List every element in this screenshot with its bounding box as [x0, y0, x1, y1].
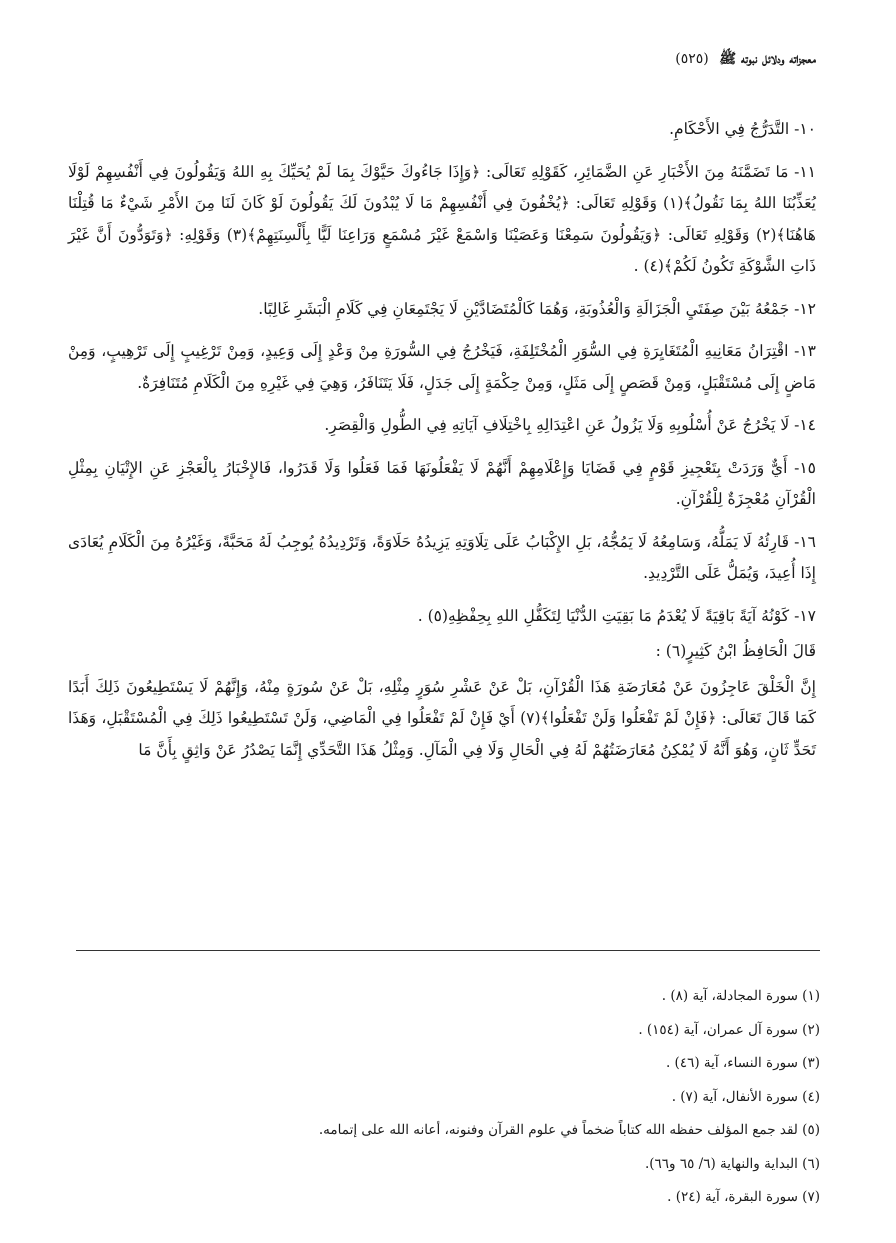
main-text [68, 114, 816, 777]
running-header [80, 50, 816, 74]
paragraph-13: ١٣- اقْتِرَانُ مَعَانِيهِ الْمُتَغَايِرَةِ فِي السُّوَرِ الْمُخْتَلِفَةِ، فَيَخْرُجُ فِي السُّورَةِ مِنْ وَعْدٍ إِلَى وَعِيدٍ، وَمِنْ تَرْغِيبٍ إِلَى تَرْهِيبٍ، وَمِنْ مَاضٍ إِلَى مُسْتَقْبَلٍ، وَمِنْ قَصَصٍ إِلَى مَثَلٍ، وَمِنْ حِكْمَةٍ إِلَى جَدَلٍ، فَلَا يَتَنَافَرُ، وَهِيَ فِي غَيْرِهِ مِنَ الْكَلَامِ مُتَنَافِرَةٌ. [68, 342, 816, 392]
footnote-6: (٦) البداية والنهاية (٦/ ٦٥ و٦٦). [644, 1155, 820, 1172]
quote-paragraph: إِنَّ الْخَلْقَ عَاجِزُونَ عَنْ مُعَارَضَةِ هَذَا الْقُرْآنِ، بَلْ عَنْ عَشْرِ سُوَرٍ مِثْلِهِ، بَلْ عَنْ سُورَةٍ مِنْهُ، وَإِنَّهُمْ لَا يَسْتَطِيعُونَ ذَلِكَ أَبَدًا كَمَا قَالَ تَعَالَى: ﴿فَإِنْ لَمْ تَفْعَلُوا وَلَنْ تَفْعَلُوا﴾(٧) أَيْ فَإِنْ لَمْ تَفْعَلُوا فِي الْمَاضِي، وَلَنْ تَسْتَطِيعُوا ذَلِكَ فِي الْمُسْتَقْبَلِ، وَهَذَا تَحَدٍّ ثَانٍ، وَهُوَ أَنَّهُ لَا يُمْكِنُ مُعَارَضَتُهُمْ لَهُ فِي الْحَالِ وَلَا فِي الْمَآلِ. وَمِثْلُ هَذَا التَّحَدِّي إِنَّمَا يَصْدُرُ عَنْ وَاثِقٍ بِأَنَّ مَا [68, 677, 817, 759]
quote-attribution: قَالَ الْحَافِظُ ابْنُ كَثِيرٍ(٦) : [655, 642, 816, 660]
paragraph-10: ١٠- التَّدَرُّجُ فِي الأَحْكَامِ. [669, 120, 816, 138]
footnote-3: (٣) سورة النساء، آية (٤٦) . [665, 1055, 820, 1071]
paragraph-14: ١٤- لَا يَخْرُجُ عَنْ أُسْلُوبِهِ وَلَا يَزُولُ عَنِ اعْتِدَالِهِ بِاخْتِلَافِ آيَاتِهِ فِي الطُّولِ وَالْقِصَرِ. [324, 416, 816, 434]
footnote-7: (٧) سورة البقرة، آية (٢٤) . [667, 1189, 820, 1205]
footnote-separator [76, 950, 820, 951]
paragraph-12: ١٢- جَمْعُهُ بَيْنَ صِفَتَيِ الْجَزَالَةِ وَالْعُذُوبَةِ، وَهُمَا كَالْمُتَضَادَّيْنِ لَا يَجْتَمِعَانِ فِي كَلَامِ الْبَشَرِ غَالِبًا. [258, 299, 816, 318]
paragraph-11: ١١- مَا تَضَمَّنَهُ مِنَ الأَخْبَارِ عَنِ الضَّمَائِرِ، كَقَوْلِهِ تَعَالَى: ﴿وَإِذَا جَاءُوكَ حَيَّوْكَ بِمَا لَمْ يُحَيِّكَ بِهِ اللهُ وَيَقُولُونَ فِي أَنْفُسِهِمْ لَوْلَا يُعَذِّبُنَا اللهُ بِمَا نَقُولُ﴾(١) وَقَوْلِهِ تَعَالَى: ﴿يُخْفُونَ فِي أَنْفُسِهِمْ مَا لَا يُبْدُونَ لَكَ يَقُولُونَ لَوْ كَانَ لَنَا مِنَ الأَمْرِ شَيْءٌ مَا قُتِلْنَا هَاهُنَا﴾(٢) وَقَوْلِهِ تَعَالَى: ﴿وَيَقُولُونَ سَمِعْنَا وَعَصَيْنَا وَاسْمَعْ غَيْرَ مُسْمَعٍ وَرَاعِنَا لَيًّا بِأَلْسِنَتِهِمْ﴾(٣) وَقَوْلِهِ: ﴿وَتَوَدُّونَ أَنَّ غَيْرَ ذَاتِ الشَّوْكَةِ تَكُونُ لَكُمْ﴾(٤) . [68, 162, 816, 275]
paragraph-16: ١٦- قَارِئُهُ لَا يَمَلُّهُ، وَسَامِعُهُ لَا يَمُجُّهُ، بَلِ الإِكْبَابُ عَلَى تِلَاوَتِهِ يَزِيدُهُ حَلَاوَةً، وَتَرْدِيدُهُ يُوجِبُ لَهُ مَحَبَّةً، وَغَيْرُهُ مِنَ الْكَلَامِ يُعَادَى إِذَا أُعِيدَ، وَيُمَلُّ عَلَى التَّرْدِيدِ. [68, 532, 816, 582]
footnote-4: (٤) سورة الأنفال، آية (٧) . [671, 1088, 820, 1105]
page-number: (٥٢٥) [675, 51, 709, 67]
footnote-1: (١) سورة المجادلة، آية (٨) . [661, 988, 820, 1004]
footnote-5: (٥) لقد جمع المؤلف حفظه الله كتاباً ضخماً في علوم القرآن وفنونه، أعانه الله على إتمامه. [318, 1122, 820, 1138]
header-title: معجزاته ودلائل نبوته ﷺ [719, 51, 816, 67]
footnotes [76, 980, 820, 1215]
paragraph-17: ١٧- كَوْنُهُ آيَةً بَاقِيَةً لَا يُعْدَمُ مَا بَقِيَتِ الدُّنْيَا لِتَكَفُّلِ اللهِ بِحِفْظِهِ(٥) . [417, 606, 816, 625]
footnote-2: (٢) سورة آل عمران، آية (١٥٤) . [638, 1021, 820, 1038]
paragraph-15: ١٥- أَيٌّ وَرَدَتْ بِتَعْجِيزِ قَوْمٍ فِي قَضَايَا وَإِعْلَامِهِمْ أَنَّهُمْ لَا يَفْعَلُونَهَا فَمَا فَعَلُوا وَلَا قَدَرُوا، فَالإِخْبَارُ بِالْعَجْزِ عَنِ الإِتْيَانِ بِمِثْلِ الْقُرْآنِ مُعْجِزَةٌ لِلْقُرْآنِ. [68, 458, 816, 508]
